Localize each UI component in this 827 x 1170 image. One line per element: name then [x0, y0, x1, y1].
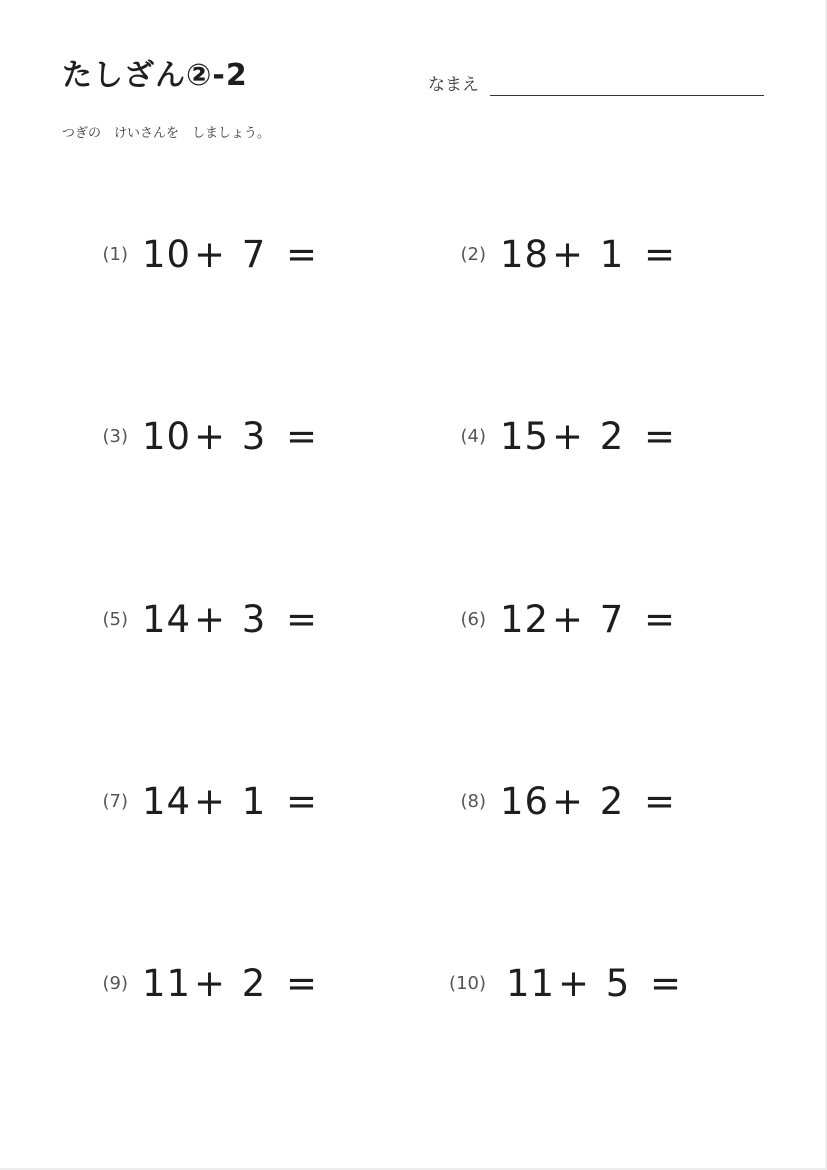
operand-b: 2	[599, 779, 625, 823]
plus-sign: +	[194, 414, 227, 458]
problem-1	[92, 232, 322, 276]
operand-b: 3	[241, 414, 267, 458]
plus-sign: +	[552, 779, 585, 823]
instruction-text: つぎの けいさんを しましょう。	[62, 126, 271, 141]
plus-sign: +	[194, 597, 227, 641]
problem-number: (4)	[460, 425, 486, 447]
problem-number: (9)	[102, 972, 128, 994]
operand-a: 18	[500, 232, 550, 276]
operand-b: 5	[605, 961, 631, 1005]
operand-b: 7	[241, 232, 267, 276]
operand-b: 7	[599, 597, 625, 641]
operand-b: 3	[241, 597, 267, 641]
operand-b: 1	[241, 779, 267, 823]
operand-b: 2	[241, 961, 267, 1005]
problem-9	[92, 961, 322, 1005]
equals-sign: =	[285, 961, 318, 1005]
equals-sign: =	[285, 232, 318, 276]
operand-a: 16	[500, 779, 550, 823]
name-label: なまえ	[428, 75, 479, 95]
problem-3	[92, 414, 322, 458]
equals-sign: =	[649, 961, 682, 1005]
problem-6	[450, 597, 680, 641]
equals-sign: =	[285, 779, 318, 823]
plus-sign: +	[558, 961, 591, 1005]
problem-5	[92, 597, 322, 641]
operand-a: 10	[142, 414, 192, 458]
problem-number: (10)	[449, 972, 486, 994]
problem-10	[442, 961, 686, 1005]
plus-sign: +	[552, 232, 585, 276]
equals-sign: =	[285, 414, 318, 458]
problem-number: (3)	[102, 425, 128, 447]
operand-a: 12	[500, 597, 550, 641]
name-field[interactable]	[490, 95, 764, 96]
operand-a: 15	[500, 414, 550, 458]
operand-a: 14	[142, 597, 192, 641]
operand-a: 11	[506, 961, 556, 1005]
problem-4	[450, 414, 680, 458]
equals-sign: =	[643, 414, 676, 458]
problem-2	[450, 232, 680, 276]
problem-number: (2)	[460, 243, 486, 265]
plus-sign: +	[194, 961, 227, 1005]
problem-8	[450, 779, 680, 823]
problem-number: (6)	[460, 608, 486, 630]
equals-sign: =	[285, 597, 318, 641]
worksheet-title: たしざん②-2	[62, 58, 248, 93]
plus-sign: +	[552, 597, 585, 641]
equals-sign: =	[643, 597, 676, 641]
operand-a: 11	[142, 961, 192, 1005]
plus-sign: +	[552, 414, 585, 458]
operand-a: 10	[142, 232, 192, 276]
problem-number: (8)	[460, 790, 486, 812]
operand-b: 1	[599, 232, 625, 276]
problem-number: (7)	[102, 790, 128, 812]
problem-number: (1)	[102, 243, 128, 265]
operand-b: 2	[599, 414, 625, 458]
equals-sign: =	[643, 232, 676, 276]
problem-number: (5)	[102, 608, 128, 630]
plus-sign: +	[194, 779, 227, 823]
equals-sign: =	[643, 779, 676, 823]
operand-a: 14	[142, 779, 192, 823]
plus-sign: +	[194, 232, 227, 276]
problem-7	[92, 779, 322, 823]
